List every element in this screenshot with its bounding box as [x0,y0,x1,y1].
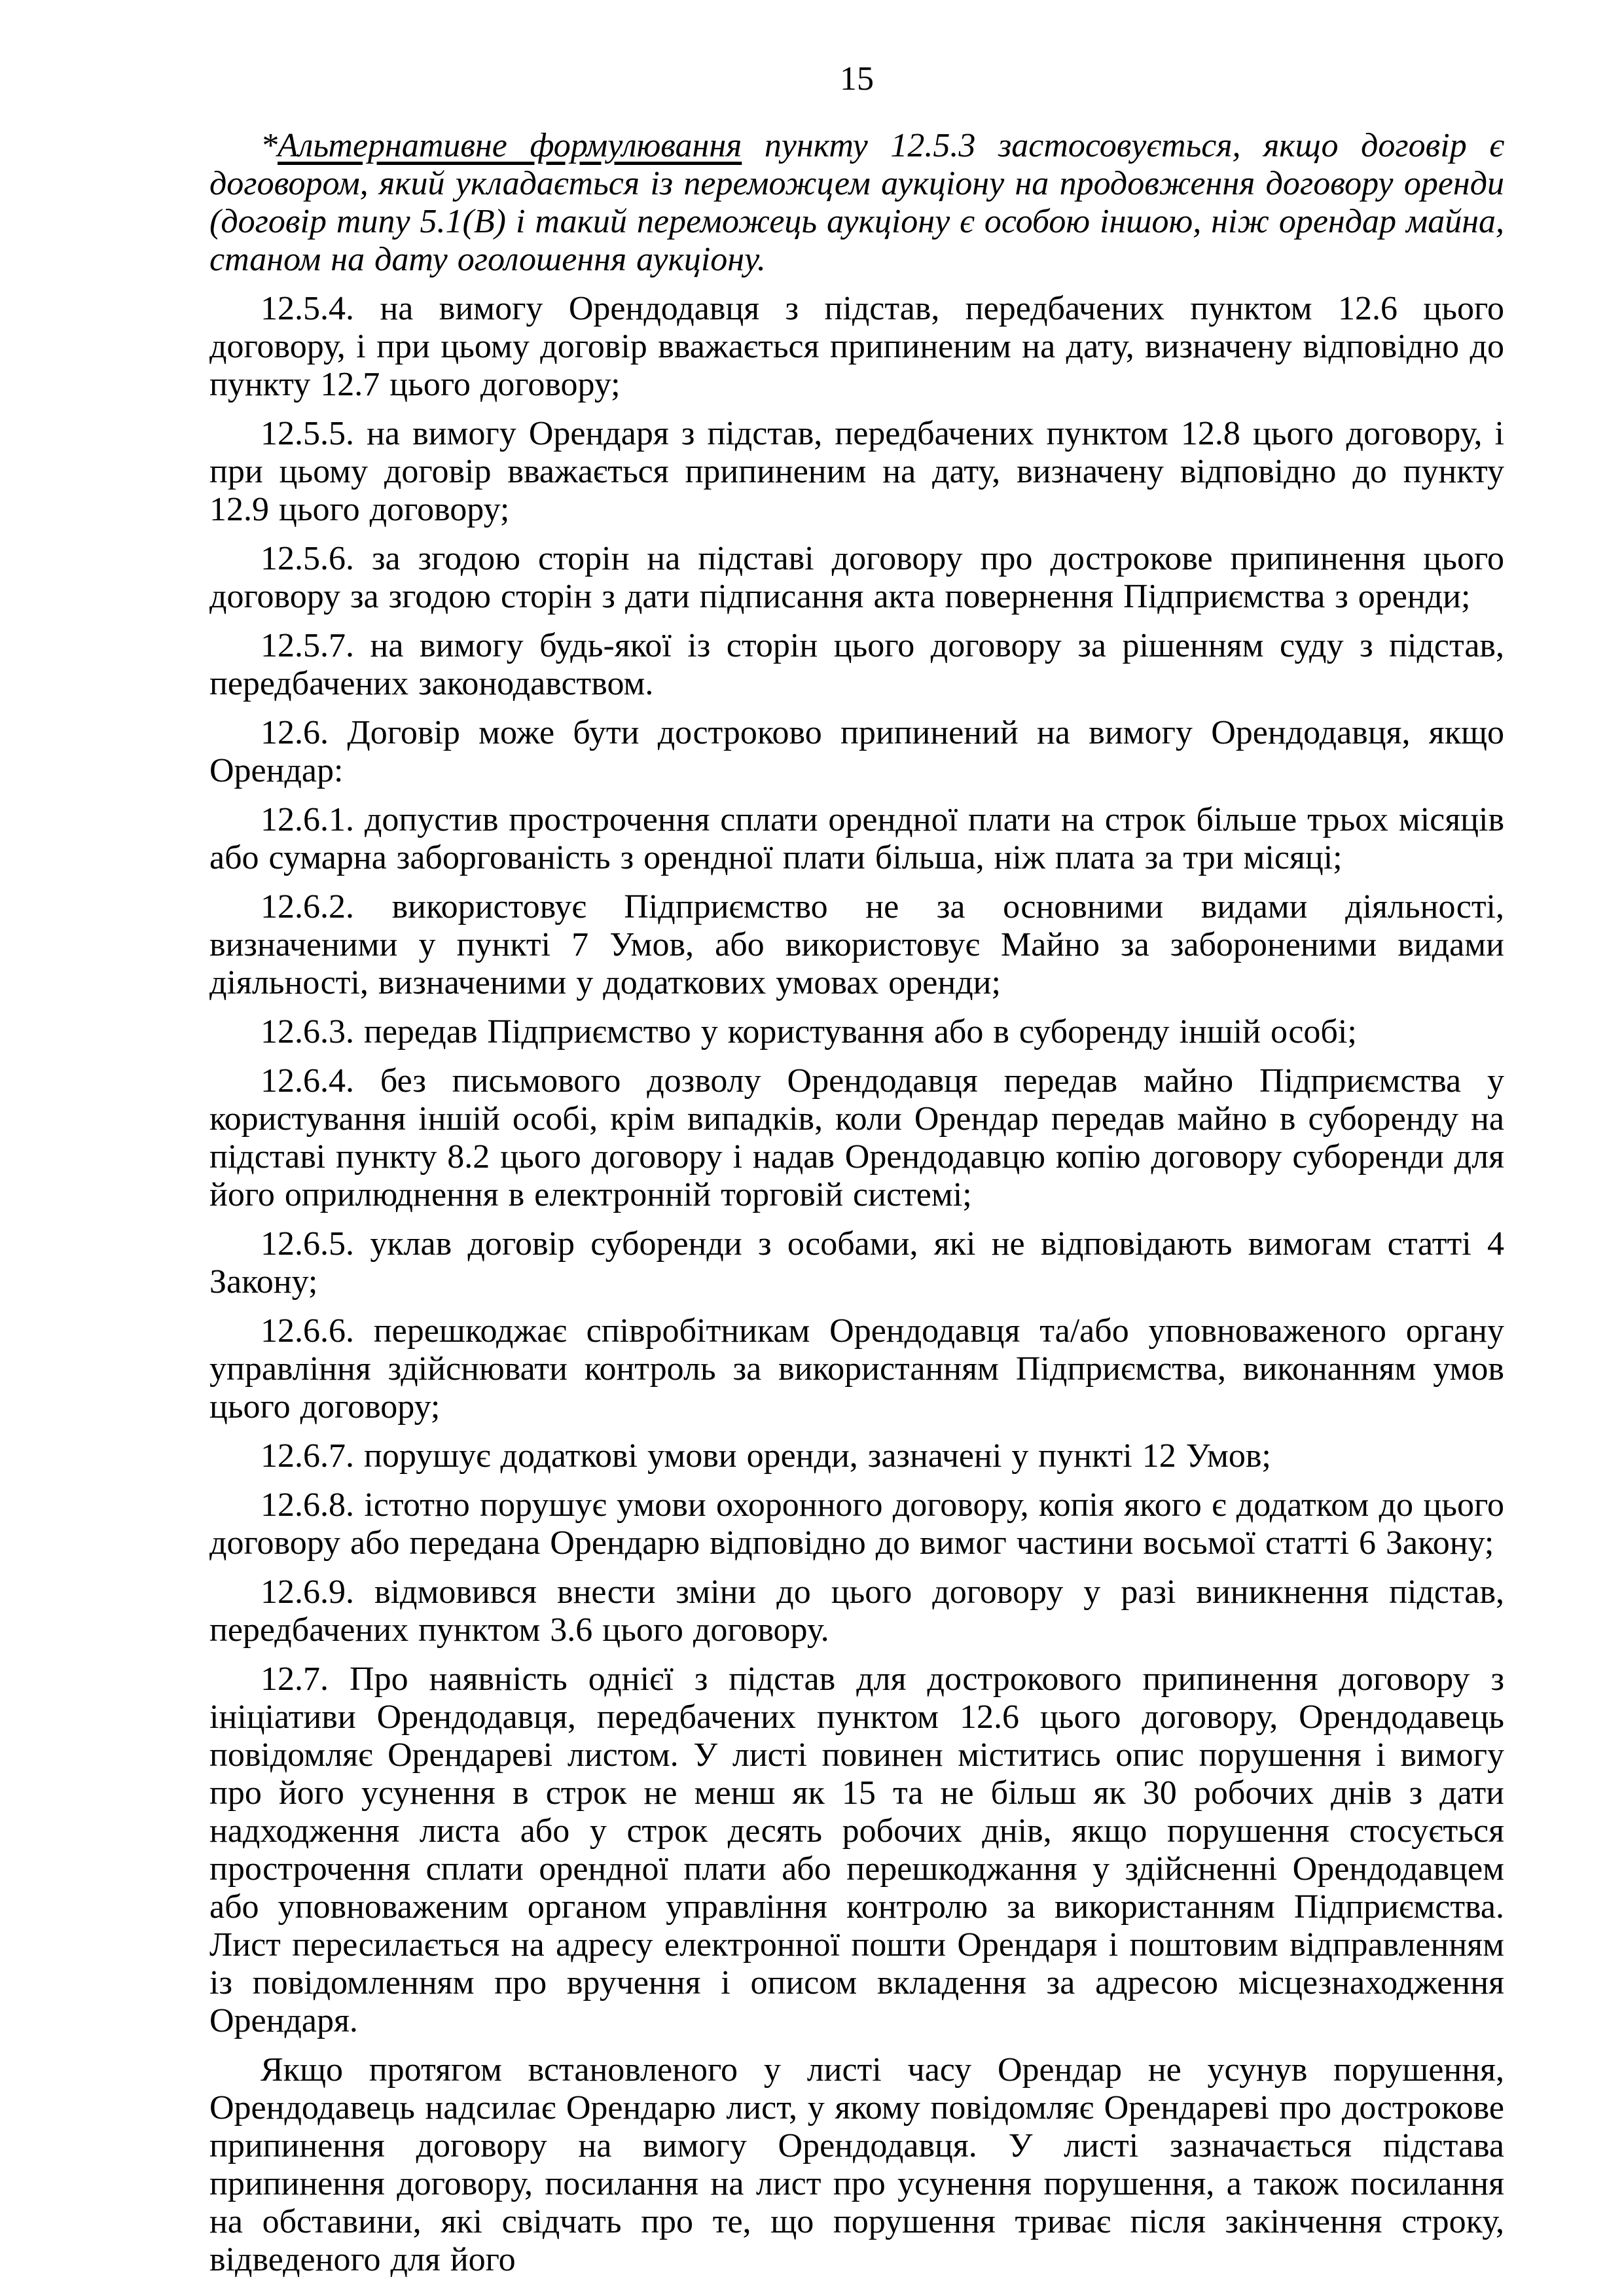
clause-12-6-6: 12.6.6. перешкоджає співробітникам Орендодавця та/або уповноваженого органу управління здійснювати контроль за використанням Підприємства, виконанням умов цього договору; [209,1312,1504,1426]
alt-wording-title: Альтернативне формулювання [278,127,742,164]
clause-12-6-8: 12.6.8. істотно порушує умови охоронного договору, копія якого є додатком до цього договору або передана Орендарю відповідно до вимог частини восьмої статті 6 Закону; [209,1486,1504,1562]
page-number: 15 [840,60,874,98]
clause-12-7: 12.7. Про наявність однієї з підстав для дострокового припинення договору з ініціативи Орендодавця, передбачених пунктом 12.6 цього договору, Орендодавець повідомляє Орендареві листом. У листі повинен міститись опис порушення і вимогу про його усунення в строк не менш як 15 та не більш як 30 робочих днів з дати надходження листа або у строк десять робочих днів, якщо порушення стосується прострочення сплати орендної плати або перешкоджання у здійсненні Орендодавцем або уповноваженим органом управління контролю за використанням Підприємства. Лист пересилається на адресу електронної пошти Орендаря і поштовим відправленням із повідомленням про вручення і описом вкладення за адресою місцезнаходження Орендаря. [209,1660,1504,2039]
clause-12-5-5: 12.5.5. на вимогу Орендаря з підстав, передбачених пунктом 12.8 цього договору, і при цьому договір вважається припиненим на дату, визначену відповідно до пункту 12.9 цього договору; [209,415,1504,528]
clause-12-5-7: 12.5.7. на вимогу будь-якої із сторін цього договору за рішенням суду з підстав, передбачених законодавством. [209,627,1504,702]
clause-12-6-4: 12.6.4. без письмового дозволу Орендодавця передав майно Підприємства у користування іншій особі, крім випадків, коли Орендар передав майно в суборенду на підставі пункту 8.2 цього договору і надав Орендодавцю копію договору суборенди для його оприлюднення в електронній торговій системі; [209,1062,1504,1213]
clause-12-5-6: 12.5.6. за згодою сторін на підставі договору про дострокове припинення цього договору за згодою сторін з дати підписання акта повернення Підприємства з оренди; [209,540,1504,615]
notice-letter-paragraph: Якщо протягом встановленого у листі часу Орендар не усунув порушення, Орендодавець надсилає Орендарю лист, у якому повідомляє Орендареві про дострокове припинення договору на вимогу Орендодавця. У листі зазначається підстава припинення договору, посилання на лист про усунення порушення, а також посилання на обставини, які свідчать про те, що порушення триває після закінчення строку, відведеного для його [209,2051,1504,2278]
clause-12-6-5: 12.6.5. уклав договір суборенди з особами, які не відповідають вимогам статті 4 Закону; [209,1225,1504,1300]
alt-wording-note [209,127,1504,279]
clause-12-6-7: 12.6.7. порушує додаткові умови оренди, зазначені у пункті 12 Умов; [261,1437,1271,1475]
clause-12-6-3: 12.6.3. передав Підприємство у користування або в суборенду іншій особі; [261,1013,1357,1050]
clause-12-5-4: 12.5.4. на вимогу Орендодавця з підстав, передбачених пунктом 12.6 цього договору, і при цьому договір вважається припиненим на дату, визначену відповідно до пункту 12.7 цього договору; [209,290,1504,403]
clause-12-6-2: 12.6.2. використовує Підприємство не за основними видами діяльності, визначеними у пункті 7 Умов, або використовує Майно за забороненими видами діяльності, визначеними у додаткових умовах оренди; [209,888,1504,1001]
clause-12-6-1: 12.6.1. допустив прострочення сплати орендної плати на строк більше трьох місяців або сумарна заборгованість з орендної плати більша, ніж плата за три місяці; [209,801,1504,876]
footnote-asterisk: * [261,127,278,164]
clause-12-6-9: 12.6.9. відмовився внести зміни до цього договору у разі виникнення підстав, передбачених пунктом 3.6 цього договору. [209,1573,1504,1649]
clause-12-6: 12.6. Договір може бути достроково припинений на вимогу Орендодавця, якщо Орендар: [209,714,1504,789]
alt-wording-body: пункту 12.5.3 застосовується, якщо договір є договором, який укладається із переможцем аукціону на продовження договору оренди (договір типу 5.1(В) і такий переможець аукціону є особою іншою, ніж орендар майна, станом на дату оголошення аукціону. [209,127,1504,278]
page-content [209,60,1504,2290]
